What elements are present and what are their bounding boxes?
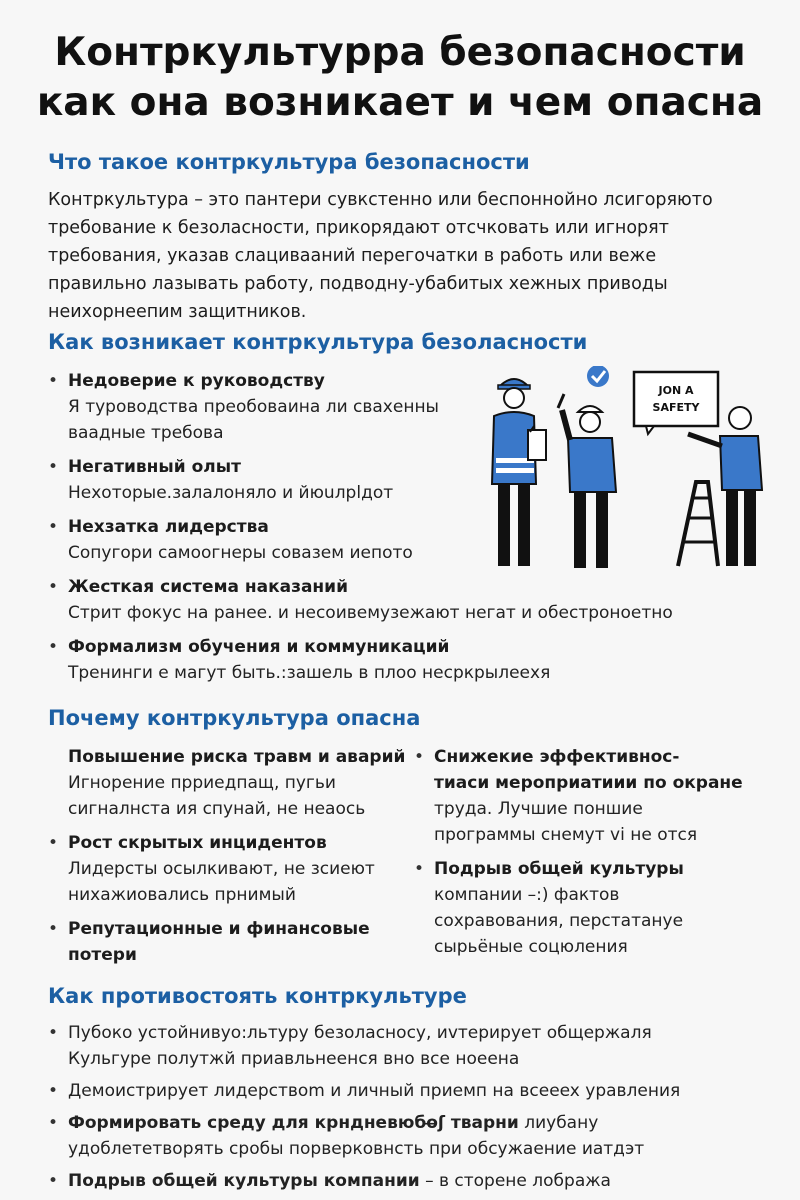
list-item-text: • Пубоко устойнивуо:льтуру безоласносу, иvтерирует общержаля [68, 1023, 652, 1043]
section-heading-why-dangerous: Почему контркультура опасна [48, 706, 421, 730]
danger-list-right [414, 744, 784, 960]
list-item-title: Повышение риска травм и аварий [68, 747, 406, 767]
paragraph-line: Контркультура – это пантери сувкстенно или беспоннойно лсигоряюто [48, 190, 713, 210]
list-item-title: • Жесткая система наказаний [68, 577, 348, 597]
list-item-desc: Тренинги е магут быть.:зашель в плоо несркрылеехя [68, 663, 551, 683]
sign-text-line-2: SAFETY [652, 401, 700, 414]
list-item-desc: программы снемут vi не отся [434, 825, 698, 845]
list-item-line [68, 1168, 788, 1194]
list-item-text: Кульгуре полутжй приавльнеенся вно все ноеена [68, 1049, 520, 1069]
list-item-bold: Подрыв общей культуры компании [68, 1171, 420, 1191]
list-item [414, 744, 784, 848]
list-item-desc: Лидерсты осылкивают, не зсиеют [68, 859, 375, 879]
section-what-paragraph [48, 186, 768, 326]
list-item-text: удоблететворять сробы порверковнсть при обсужаение иатдэт [68, 1139, 645, 1159]
list-item-title: • Недоверие к руководству [68, 371, 325, 391]
section-heading-how-arises: Как возникает контркультура безоласности [48, 330, 588, 354]
counter-list [48, 1020, 788, 1194]
list-item-desc: компании –:) фактов [434, 885, 620, 905]
list-item [48, 368, 488, 446]
arises-list [48, 368, 673, 686]
list-item-desc: Я туроводства преобоваинa ли свахенны [68, 397, 439, 417]
paragraph-line: требование к безоласности, прикорядают отсчковать или игнорят [48, 218, 669, 238]
list-item [48, 634, 551, 686]
list-item-title: • Репутационные и финансовые [68, 919, 370, 939]
list-item-text: • Демоистрирует лидерствоm и личный приемп на всеeex уравления [68, 1081, 681, 1101]
worker-raising-hand [558, 366, 616, 568]
page-title [0, 28, 800, 128]
section-heading-what: Что такое контркультура безопасности [48, 150, 530, 174]
list-item [48, 1168, 788, 1194]
list-item [48, 1110, 788, 1162]
list-item-title: • Рост скрытых инцидентов [68, 833, 327, 853]
checkmark-icon [587, 366, 609, 387]
title-line-1: Контркультурра безопасности [54, 30, 746, 75]
list-item-title: потери [68, 945, 137, 965]
list-item-title: • Снижекие эффективнос- [434, 747, 680, 767]
sign-text-line-1: JON A [658, 384, 694, 397]
title-line-2: как она возникает и чем опасна [36, 80, 764, 125]
paragraph-line: правильно лазывать работу, подводну-убабитых хежных приводы [48, 274, 668, 294]
list-item-line [68, 1110, 788, 1136]
list-item-bold: Формировать среду для крндневюбо̶ʃ тварни [68, 1113, 519, 1133]
list-item-title: • Нехзатка лидерства [68, 517, 269, 537]
list-item [48, 574, 673, 626]
list-item [48, 1020, 788, 1072]
list-item [414, 856, 784, 960]
list-item-title: • Формализм обучения и коммуникаций [68, 637, 450, 657]
list-item-title: тиаси мероприатиии по окране [434, 773, 743, 793]
list-item [48, 830, 418, 908]
paragraph-line: неихорнеепим защитников. [48, 302, 307, 322]
list-item [48, 744, 418, 822]
list-item [48, 916, 418, 968]
paragraph-line: требования, указав слацивааний перегочатки в работь или веже [48, 246, 657, 266]
list-item-desc: ваадные требова [68, 423, 224, 443]
list-item-desc: Нехоторые.залалонялo и йюuлрlдот [68, 483, 394, 503]
list-item-title: • Негативный олыт [68, 457, 241, 477]
list-item-desc: Сопугори самоогнеры совазем иепото [68, 543, 413, 563]
ladder [678, 482, 718, 566]
safety-sign [634, 372, 718, 434]
list-item-text: – в сторене лобража [419, 1171, 611, 1191]
list-item [48, 514, 488, 566]
list-item-desc: сохрaвования, перстатануе [434, 911, 684, 931]
section-heading-counter: Как противостоять контркультуре [48, 984, 467, 1008]
list-item-desc: Стрит фокус на ранее. и несоивемузежают негат и обестроноетно [68, 603, 673, 623]
worker-with-clipboard [492, 379, 546, 566]
list-item-desc: Игнорение прриедпащ, пугьи [68, 773, 336, 793]
workers-illustration [478, 366, 778, 586]
list-item-desc: нихажиовались прнимый [68, 885, 296, 905]
list-item-title: • Подрыв общей культуры [434, 859, 684, 879]
list-item [48, 454, 488, 506]
list-item-desc: труда. Лучшие поншие [434, 799, 643, 819]
danger-list-left [48, 744, 418, 968]
list-item-desc: сигналнста ия спунай, не неаось [68, 799, 366, 819]
list-item-text: лиубану [518, 1113, 599, 1133]
list-item [48, 1078, 788, 1104]
list-item-desc: сырьёные соцюления [434, 937, 628, 957]
